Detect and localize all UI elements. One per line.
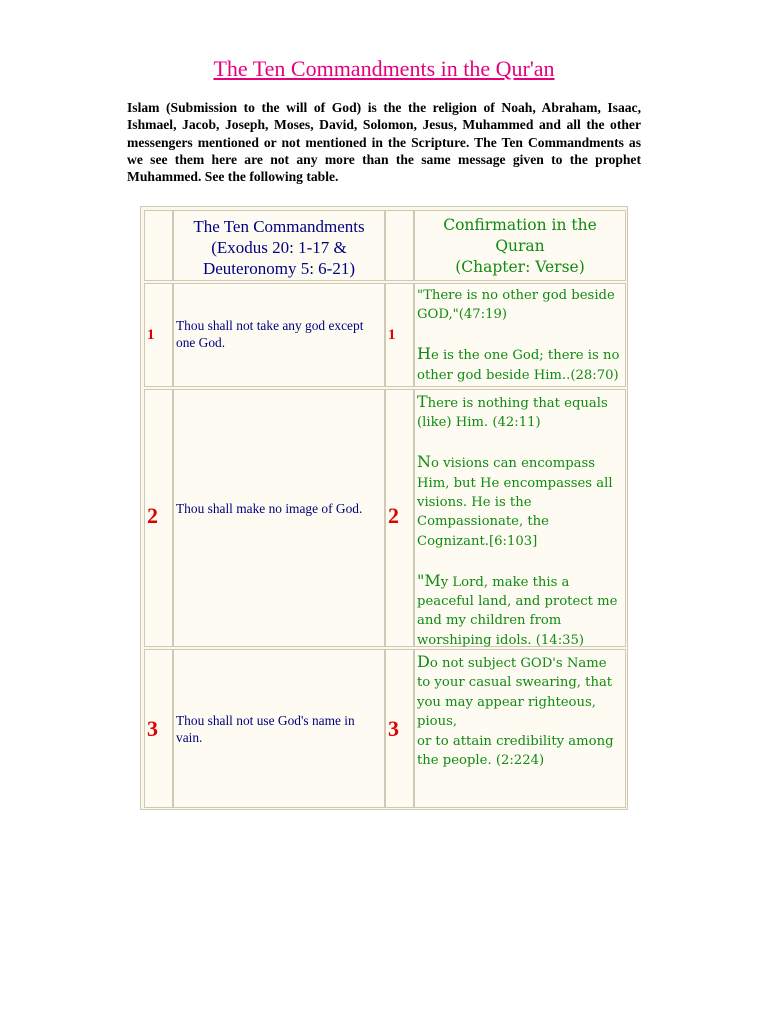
row-3-quote-1-continued: or to attain credibility among the people. (2:224) xyxy=(417,733,614,769)
row-3-quote-1-cap: D xyxy=(417,652,430,671)
intro-paragraph: Islam (Submission to the will of God) is the the religion of Noah, Abraham, Isaac, Ishmael, Jacob, Joseph, Moses, David, Solomon, Jesus, Muhammed and all the other messengers mentioned or not mentioned in the Scripture. The Ten Commandments as we see them here are not any more than the same message given to the prophet Muhammed. See the following table. xyxy=(127,100,641,185)
row-3-commandment: Thou shall not use God's name in vain. xyxy=(176,713,355,745)
row-1-quote-2-text: e is the one God; there is no other god beside Him..(28:70) xyxy=(417,348,620,383)
row-2-confirmation xyxy=(417,392,623,650)
row-1-quote-1: "There is no other god beside GOD,"(47:19) xyxy=(417,288,615,323)
row-2-commandment-cell xyxy=(173,389,385,647)
row-2-number-right: 2 xyxy=(388,503,399,528)
header-left-line-3: Deuteronomy 5: 6-21) xyxy=(202,259,356,278)
row-3-number-cell-right xyxy=(385,649,414,808)
row-2-quote-1-cap: T xyxy=(417,392,428,411)
row-2-number-cell xyxy=(144,389,173,647)
row-1-number-cell-right xyxy=(385,283,414,387)
row-3-number: 3 xyxy=(147,716,158,741)
row-2-quote-2-text: o visions can encompass Him, but He encompasses all visions. He is the Compassionate, the Cognizant.[6:103] xyxy=(417,456,613,549)
header-right-line-2: Quran xyxy=(495,237,545,255)
row-3-number-cell xyxy=(144,649,173,808)
header-confirmation-cell xyxy=(414,210,626,281)
row-1-quote-2-cap: H xyxy=(417,344,431,364)
row-2-quote-3 xyxy=(417,571,623,651)
row-1-number-cell xyxy=(144,283,173,387)
row-1-confirmation xyxy=(417,286,623,385)
row-3-confirmation xyxy=(417,652,623,770)
row-1-commandment: Thou shall not take any god except one God. xyxy=(176,318,364,350)
row-3-quote-1 xyxy=(417,652,623,732)
row-1-number: 1 xyxy=(147,327,155,343)
row-2-number: 2 xyxy=(147,503,158,528)
row-1-number-right: 1 xyxy=(388,327,396,343)
row-2-quote-3-cap: "M xyxy=(417,570,441,590)
row-2-quote-2 xyxy=(417,452,623,551)
row-3-confirmation-cell xyxy=(414,649,626,808)
row-2-commandment: Thou shall make no image of God. xyxy=(176,501,363,516)
header-number-cell-right xyxy=(385,210,414,281)
row-3-number-right: 3 xyxy=(388,716,399,741)
row-2-quote-3-text: y Lord, make this a peaceful land, and protect me and my children from worshiping idols. (14:35) xyxy=(417,574,618,648)
row-1-commandment-cell xyxy=(173,283,385,387)
row-3-commandment-cell xyxy=(173,649,385,808)
row-2-quote-1 xyxy=(417,392,623,433)
header-number-cell-left xyxy=(144,210,173,281)
row-1-confirmation-cell xyxy=(414,283,626,387)
row-2-quote-1-text: here is nothing that equals (like) Him. (42:11) xyxy=(417,396,608,431)
header-commandments-cell xyxy=(173,210,385,281)
row-3-quote-1-text: o not subject GOD's Name to your casual swearing, that you may appear righteous, pious, xyxy=(417,656,613,730)
row-1-quote-2 xyxy=(417,344,623,385)
row-2-quote-2-cap: N xyxy=(417,452,431,472)
row-2-number-cell-right xyxy=(385,389,414,647)
header-right-line-1: Confirmation in the xyxy=(443,216,597,234)
page-title: The Ten Commandments in the Qur'an xyxy=(213,56,555,81)
row-2-confirmation-cell xyxy=(414,389,626,647)
header-left-line-1: The Ten Commandments xyxy=(193,217,365,236)
commandments-table xyxy=(140,206,628,810)
header-right-line-3: (Chapter: Verse) xyxy=(455,258,585,276)
header-left-line-2: (Exodus 20: 1-17 & xyxy=(211,238,347,257)
